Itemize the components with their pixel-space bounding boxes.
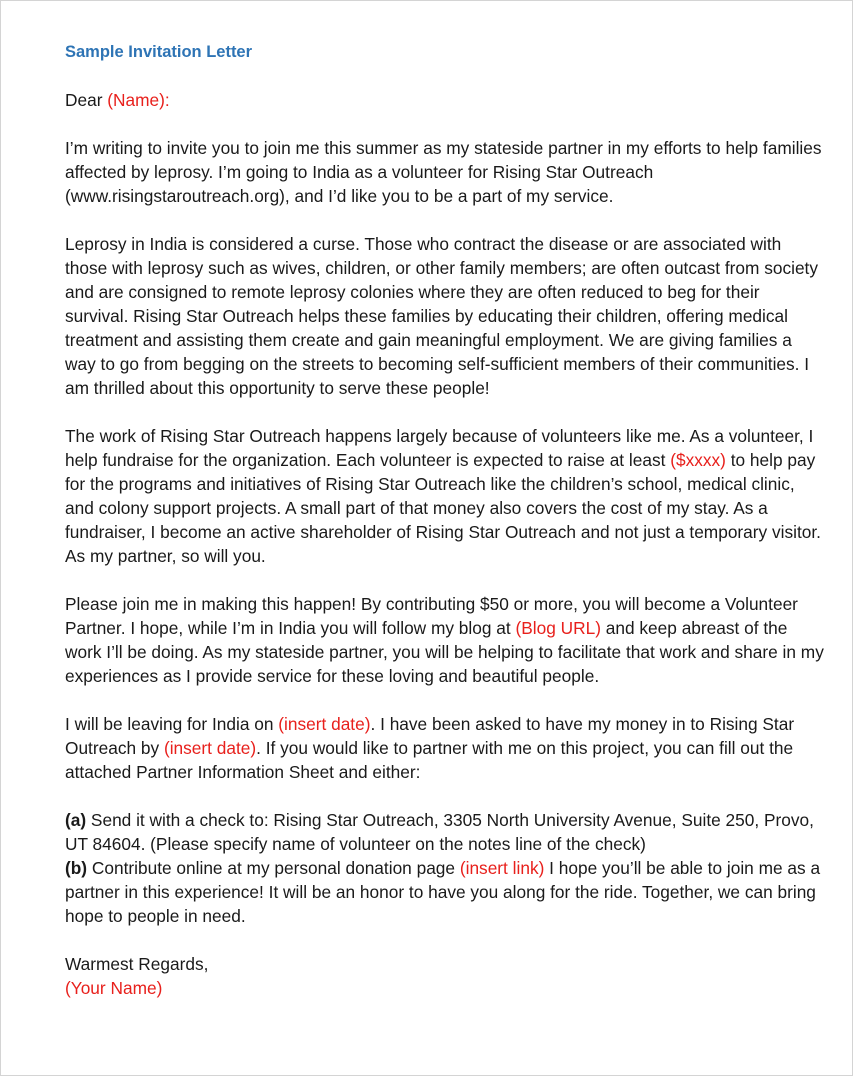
departure-date-placeholder: (insert date)	[278, 714, 371, 734]
paragraph-leprosy: Leprosy in India is considered a curse. Those who contract the disease or are associated with those with leprosy such as wives, children, or other family members; are often outcast from society and are consigned to remote leprosy colonies where they are often reduced to beg for their survival. Rising Star Outreach helps these families by educating their children, offering medical treatment and assisting them create and gain meaningful employment. We are giving families a way to go from begging on the streets to becoming self-sufficient members of their communities. I am thrilled about this opportunity to serve these people!	[65, 234, 819, 398]
paragraph-fundraising	[65, 424, 825, 568]
paragraph-partner-text-1: Please join me in making this happen! By contributing $50 or more, you will become a Volunteer Partner. I hope, while I’m in India you will follow my blog at	[65, 594, 798, 638]
paragraph-dates-text-1: I will be leaving for India on	[65, 714, 279, 734]
greeting	[65, 88, 825, 112]
paragraph-dates	[65, 712, 825, 784]
option-b-text-1: Contribute online at my personal donation page	[87, 858, 460, 878]
amount-placeholder: ($xxxx)	[670, 450, 726, 470]
paragraph-fundraising-text-1: The work of Rising Star Outreach happens largely because of volunteers like me. As a volunteer, I help fundraise for the organization. Each volunteer is expected to raise at least	[65, 426, 814, 470]
paragraph-partner-text-2: and keep abreast of the work I’ll be doing. As my stateside partner, you will be helping to facilitate that work and share in my experiences as I provide service for these loving and beautiful people.	[65, 618, 824, 686]
paragraph-fundraising-text-2: to help pay for the programs and initiatives of Rising Star Outreach like the children’s school, medical clinic, and colony support projects. A small part of that money also covers the cost of my stay. As a fundraiser, I become an active shareholder of Rising Star Outreach and not just a temporary visitor. As my partner, so will you.	[65, 450, 821, 566]
blog-url-placeholder: (Blog URL)	[515, 618, 601, 638]
closing: Warmest Regards,	[65, 954, 209, 974]
option-a	[65, 808, 825, 856]
paragraph-dates-text-3: . If you would like to partner with me on this project, you can fill out the attached Partner Information Sheet and either:	[65, 738, 794, 782]
letter-title: Sample Invitation Letter	[65, 43, 253, 61]
greeting-text: Dear	[65, 90, 108, 110]
greeting-name-placeholder: (Name):	[107, 90, 170, 110]
paragraph-dates-text-2: . I have been asked to have my money in to Rising Star Outreach by	[65, 714, 795, 758]
option-b-label: (b)	[65, 858, 88, 878]
paragraph-partner	[65, 592, 825, 688]
donation-link-placeholder: (insert link)	[459, 858, 545, 878]
option-a-label: (a)	[65, 810, 87, 830]
deadline-date-placeholder: (insert date)	[163, 738, 257, 758]
signature-placeholder: (Your Name)	[65, 978, 163, 998]
option-b	[65, 856, 825, 928]
option-b-text-2: I hope you’ll be able to join me as a partner in this experience! It will be an honor to have you along for the ride. Together, we can bring hope to people in need.	[65, 858, 821, 926]
paragraph-invitation: I’m writing to invite you to join me this summer as my stateside partner in my efforts to help families affected by leprosy. I’m going to India as a volunteer for Rising Star Outreach (www.risingstaroutreach.org), and I’d like you to be a part of my service.	[65, 138, 822, 206]
letter-page	[65, 40, 825, 1000]
option-a-text: Send it with a check to: Rising Star Outreach, 3305 North University Avenue, Suite 250, Provo, UT 84604. (Please specify name of volunteer on the notes line of the check)	[65, 810, 814, 854]
